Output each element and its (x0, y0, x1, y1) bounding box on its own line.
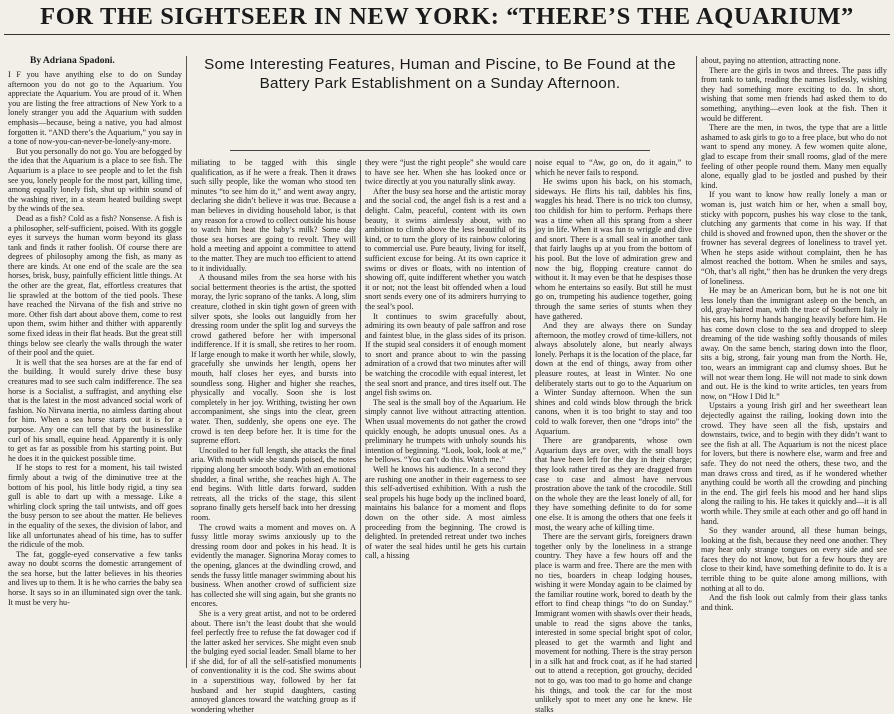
article-column-4 (535, 158, 692, 714)
paragraph: Well he knows his audience. In a second they are rushing one another in their eagerness to see this self-advertised exhibition. With a rush the seal propels his huge body up the inclined board, maintains his balance for a moment and flops down on the other side. A most aimless proceeding from the beginning. The crowd is delighted. In pretended retreat under two inches of water the seal hides until he gets his curtain call, a hissing (365, 465, 526, 561)
deck-rule (230, 150, 650, 151)
paragraph: If you want to know how really lonely a man or woman is, just watch him or her, when a small boy, sticky with popcorn, pushes his way close to the tank, clutching any garments that come in his way. If that child is shoved and frowned upon, then the shover or the frowner has several degrees of loneliness to travel yet. When he steps aside without complaint, then he has almost reached the bottom. When he smiles and says, “Oh, that’s all right,” then has he drunken the very dregs of loneliness. (701, 190, 887, 286)
article-column-3 (365, 158, 526, 668)
paragraph: But you personally do not go. You are befogged by the idea that the Aquarium is a place to see fish. The Aquarium is a place to see people and to let the fish see you, lonely people for the most part, killing time, among equally lonely fish, shut up within sound of the washing river, in a steam heated building swept by the winds of the sea. (8, 146, 182, 214)
paragraph: He may be an American born, but he is not one bit less lonely than the immigrant asleep on the bench, an old, gray-haired man, with the trace of Southern Italy in his ears, his horny hands hanging heavily before him. He has come down close to the sea and dropped to sleep dreaming of the tide washing softly thousands of miles away. On the same bench, staring down into the floor, sits a big, strong, fair young man from the North. He, too, wears an immigrant cap and clumsy shoes. But he will not wear them long. He will not made to sink down and out. He is the kind to write articles, ten years from now, on “How I Did It.” (701, 286, 887, 401)
paragraph: She is a very great artist, and not to be ordered about. There isn’t the least doubt that she would feel perfectly free to refuse the fat dowager cod if the latter asked her services. She might even snub the bulging eyed social leader. Small blame to her if she did, for of all the self-satisfied monuments of conventionality it is the cod. She swims about in a superstitious way, followed by her fat husband and her stupid daughters, casting annoyed glances toward the watching group as if wondering whether (191, 608, 356, 714)
column-rule (360, 160, 361, 668)
article-column-2 (191, 158, 356, 714)
paragraph: He swims upon his back, on his stomach, sideways. He flirts his tail, dabbles his fins, waggles his head. There is no trick too clumsy, too childish for him to perform. Perhaps there was a time when all this sprang from a sheer joy in life. When it was fun to wriggle and dive and snort. There is a small seal in another tank that fairly laughs up at you from the bottom of his pool. But the love of admiration grew and now the big, flopping creature cannot do without it. It may even be that he despises those whom he entertains so easily. But still he must go on, trumpeting his audience together, going through the same series of stunts when they have gathered. (535, 177, 692, 321)
paragraph: The crowd waits a moment and moves on. A fussy little moray swims anxiously up to the dressing room door and pokes in his head. It is evidently the manager. Signorina Moray comes to the opening, glances at the dwindling crowd, and sends the fussy little manager swimming about his business. When another crowd of sufficient size has collected she will sing again, but she grants no encores. (191, 522, 356, 609)
column-rule (696, 56, 697, 668)
headline: FOR THE SIGHTSEER IN NEW YORK: “THERE’S THE AQUARIUM” (40, 3, 854, 30)
paragraph: It is well that the sea horses are at the far end of the building. It would surely drive these busy creatures mad to see such calm indifference. The sea horse is a Socialist, a suffragist, and anything else that is the latest in the most advanced social work of fashion. No Nirvana inertia, no aimless darting about for him. When a sea horse starts out it is for a purpose. Any one can tell that by the businesslike curl of his small, equine head. Apparently it is only to get as far as possible from his starting point. But he does it in the quickest possible time. (8, 357, 182, 463)
paragraph: The fat, goggle-eyed conservative a few tanks away no doubt scorns the domestic arrangement of the sea horse, but the latter believes in his theories and lives up to them. It is he who carries the baby sea horse. It says so in an illuminated sign over the tank. It must be very hu- (8, 549, 182, 607)
paragraph: There are the men, in twos, the type that are a little ashamed to ask girls to go to a free place, but who do not want to spend any money. A few women quite alone, glad to escape from their small rooms, glad of the mere feeling of other people round them. Many men equally alone, equally glad to be jostled and pushed by their kind. (701, 123, 887, 190)
paragraph: It continues to swim gracefully about, admiring its own beauty of pale saffron and rose and faintest blue, in the glass sides of its prison. If the stupid seal considers it of enough moment to snort and prance about to win the passing admiration of a crowd that two minutes after will be watching the crocodile with equal interest, let the seal snort and prance, and tires itself out. The angel fish swims on. (365, 311, 526, 398)
paragraph: about, paying no attention, attracting none. (701, 56, 841, 65)
paragraph: miliating to be tagged with this single qualification, as if he were a freak. Then it draws such silly people, like the woman who stood ten minutes “to see him do it,” and went away angry, declaring she didn’t believe it was true. Because a man believes in dividing household labor, is that any reason for a crowd to collect outside his house to watch him heat the baby’s milk? Some day those sea horses are going to revolt. They will hold a meeting and appoint a committee to attend to the matter. They are much too efficient to attend to it individually. (191, 158, 356, 273)
column-rule (186, 56, 187, 668)
paragraph: And they are always there on Sunday afternoon, the motley crowd of time-killers, not always absolutely alone, but nearly always lonely. Perhaps it is the location of the place, far down at the end of things, away from other pleasure routes, at least in Winter. No one deliberately starts out to go to the Aquarium on a Winter Sunday afternoon. When the sun shines and cold winds blow through the brick canons, when it is too bright to stay and too cold to walk forever, then one “drops into” the Aquarium. (535, 321, 692, 436)
paragraph: And the fish look out calmly from their glass tanks and think. (701, 593, 887, 612)
paragraph: Uncoiled to her full length, she attacks the final aria. With mouth wide she stands poised, the notes ripping along her smooth body. With an emotional shudder, a final writhe, she reaches high A. The end begins. With little darts forward, sudden retreats, all the tricks of the stage, this silent soprano finally gets herself back into her dressing room. (191, 445, 356, 522)
paragraph: Dead as a fish? Cold as a fish? Nonsense. A fish is a philosopher, self-sufficient, poised. With its goggle eyes it surveys the human worm beyond its glass tank and finds it rather foolish. Of course there are degrees of philosophy among the fish, as many as there are kinds. At one end of the scale are the sea horses, brisk, busy, painfully efficient little things. At the other are the great, flat, effortless creatures that lie sprawled at the bottom of the tied pools. These have reached the Nirvana of the fish and strive no more. Other fish dart about above them, come to rest upon them, swim hither and thither with apparently some fixed ideas in their flat heads. But the great still things below see clearly the walls through the water of their pool and the quiet. (8, 213, 182, 358)
deck-subheadline: Some Interesting Features, Human and Piscine, to Be Found at the Battery Park Establishment on a Sunday Afternoon. (204, 56, 676, 92)
paragraph: A thousand miles from the sea horse with his social betterment theories is the artist, the spotted moray, the lyric soprano of the tanks. A long, slim creature, clothed in skin tight gown of green with silver spots, she looks out languidly from her dressing room under the split log and surveys the crowd gathered before her with impersonal indifference. If it is small, she retires to her room. If large enough to make it worth her while, slowly, gracefully she unwinds her length, opens her mouth, half closes her eyes, and bursts into soundless song. Higher and higher she reaches, physically and vocally. Soon she is lost completely in her joy. Writhing, twisting her own accompaniment, she sings into the clear, green water. Then, suddenly, she opens one eye. The crowd is ten deep before her. It is time for the supreme effort. (191, 273, 356, 446)
paragraph: noise equal to “Aw, go on, do it again,” to which he never fails to respond. (535, 158, 692, 177)
article-column-1 (8, 70, 182, 668)
article-column-5 (701, 56, 887, 668)
paragraph: The seal is the small boy of the Aquarium. He simply cannot live without attracting attention. When usual movements do not gather the crowd quickly enough, he adopts unusual ones. As a preliminary he trumpets with unholy sounds his intention of beginning. “Look, look, look at me,” he bellows. “You can’t do this. Watch me.” (365, 397, 526, 465)
paragraph: There are the servant girls, foreigners drawn together only by the loneliness in a strange country. They have a few hours off and the place is warm and free. There are the men with no ties, boarders in cheap lodging houses, wishing it were Monday again to be claimed by the familiar routine work, bored to death by the effort to find cheap things “to do on Sunday.” Immigrant women with shawls over their heads, unable to read the signs above the tanks, interested in some special bright spot of color, pleased to get the warmth and light and movement for nothing. There is the stray person in a silk hat and frock coat, as if he had started out to attend a reception, got grouchy, decided not to go, was too mad to go home and change his things, and took the car for the most unlikely spot to meet any one he knew. He stalks (535, 532, 692, 714)
paragraph: After the busy sea horse and the artistic moray and the social cod, the angel fish is a rest and a delight. Calm, peaceful, content with its own beauty, it swims aimlessly about, with no ambition to climb above the less beautiful of its kind, or to turn the glory of its rainbow coloring to commercial use. Pure beauty, living for itself, sufficient excuse for being. At its own caprice it swims or dives or floats, with no intention of showing off, quite indifferent whether you watch it or not; not the least bit offended when a loud snort sends every one of its admirers hurrying to the seal’s pool. (365, 186, 526, 311)
paragraph: Upstairs a young Irish girl and her sweetheart lean dejectedly against the railing, looking down into the crowd. They have seen all the fish, upstairs and downstairs, twice, and to begin with they didn’t want to see the fish at all. The Aquarium is not the nicest place for lovers, but there is nowhere else, warm and free and safe. They do not need the others, these two, and the man draws cross and tired, as if he wondered whether anything could be worth all the crowding and pinching in the end. The girl feels his mood and her hand slips along the railing to his. He takes it quickly and—it is all worth while. They smile at each other and go off hand in hand. (701, 401, 887, 526)
paragraph: I F you have anything else to do on Sunday afternoon you do not go to the Aquarium. You appreciate the Aquarium. You are proud of it. When you are listing the free attractions of New York to a lonely stranger you add the Aquarium with sudden emphasis—because, being a native, you had almost forgotten it. “AND there’s the Aquarium,” you say in a tone of now-you-can-never-be-lonely-any-more. (8, 70, 182, 147)
paragraph: So they wander around, all these human beings, looking at the fish, because they need one another. They may hear only strange tongues on every side and see faces they do not know, but for a few hours they are close to their kind, have something definite to do. It is a terrible thing to be quite alone among millions, with nothing at all to do. (701, 526, 887, 593)
paragraph: If he stops to rest for a moment, his tail twisted firmly about a twig of the diminutive tree at the bottom of his pool, his little body rigid, a tiny sea gull is able to dart up with a message. Like a whirling clock spring the tail untwists, and off goes the busy person to see about the matter. He believes in the equality of the sexes, the division of labor, and like all unfortunates ahead of his time, has to suffer the ridicule of the mob. (8, 463, 182, 550)
headline-rule (4, 34, 890, 35)
paragraph: There are the girls in twos and threes. The pass idly from tank to tank, reading the names listlessly, wishing they had something more exciting to do. In short, wishing that some men friends had asked them to do something, anything—even look at the fish. Then it would be different. (701, 65, 887, 123)
column-rule (530, 160, 531, 668)
paragraph: they were “just the right people” she would care to have see her. When she has looked once or twice directly at you you naturally slink away. (365, 158, 526, 187)
paragraph: There are grandparents, whose own Aquarium days are over, with the small boys that have been left for the day in their charge; they look rather tired as they are dragged from case to case and almost have nervous prostration above the tank of the crocodile. Still on the whole they are the least lonely of all, for they have something definite to do for some one else. It is among the others that one feels it most, the weary ache of killing time. (535, 436, 692, 532)
byline: By Adriana Spadoni. (30, 56, 115, 66)
